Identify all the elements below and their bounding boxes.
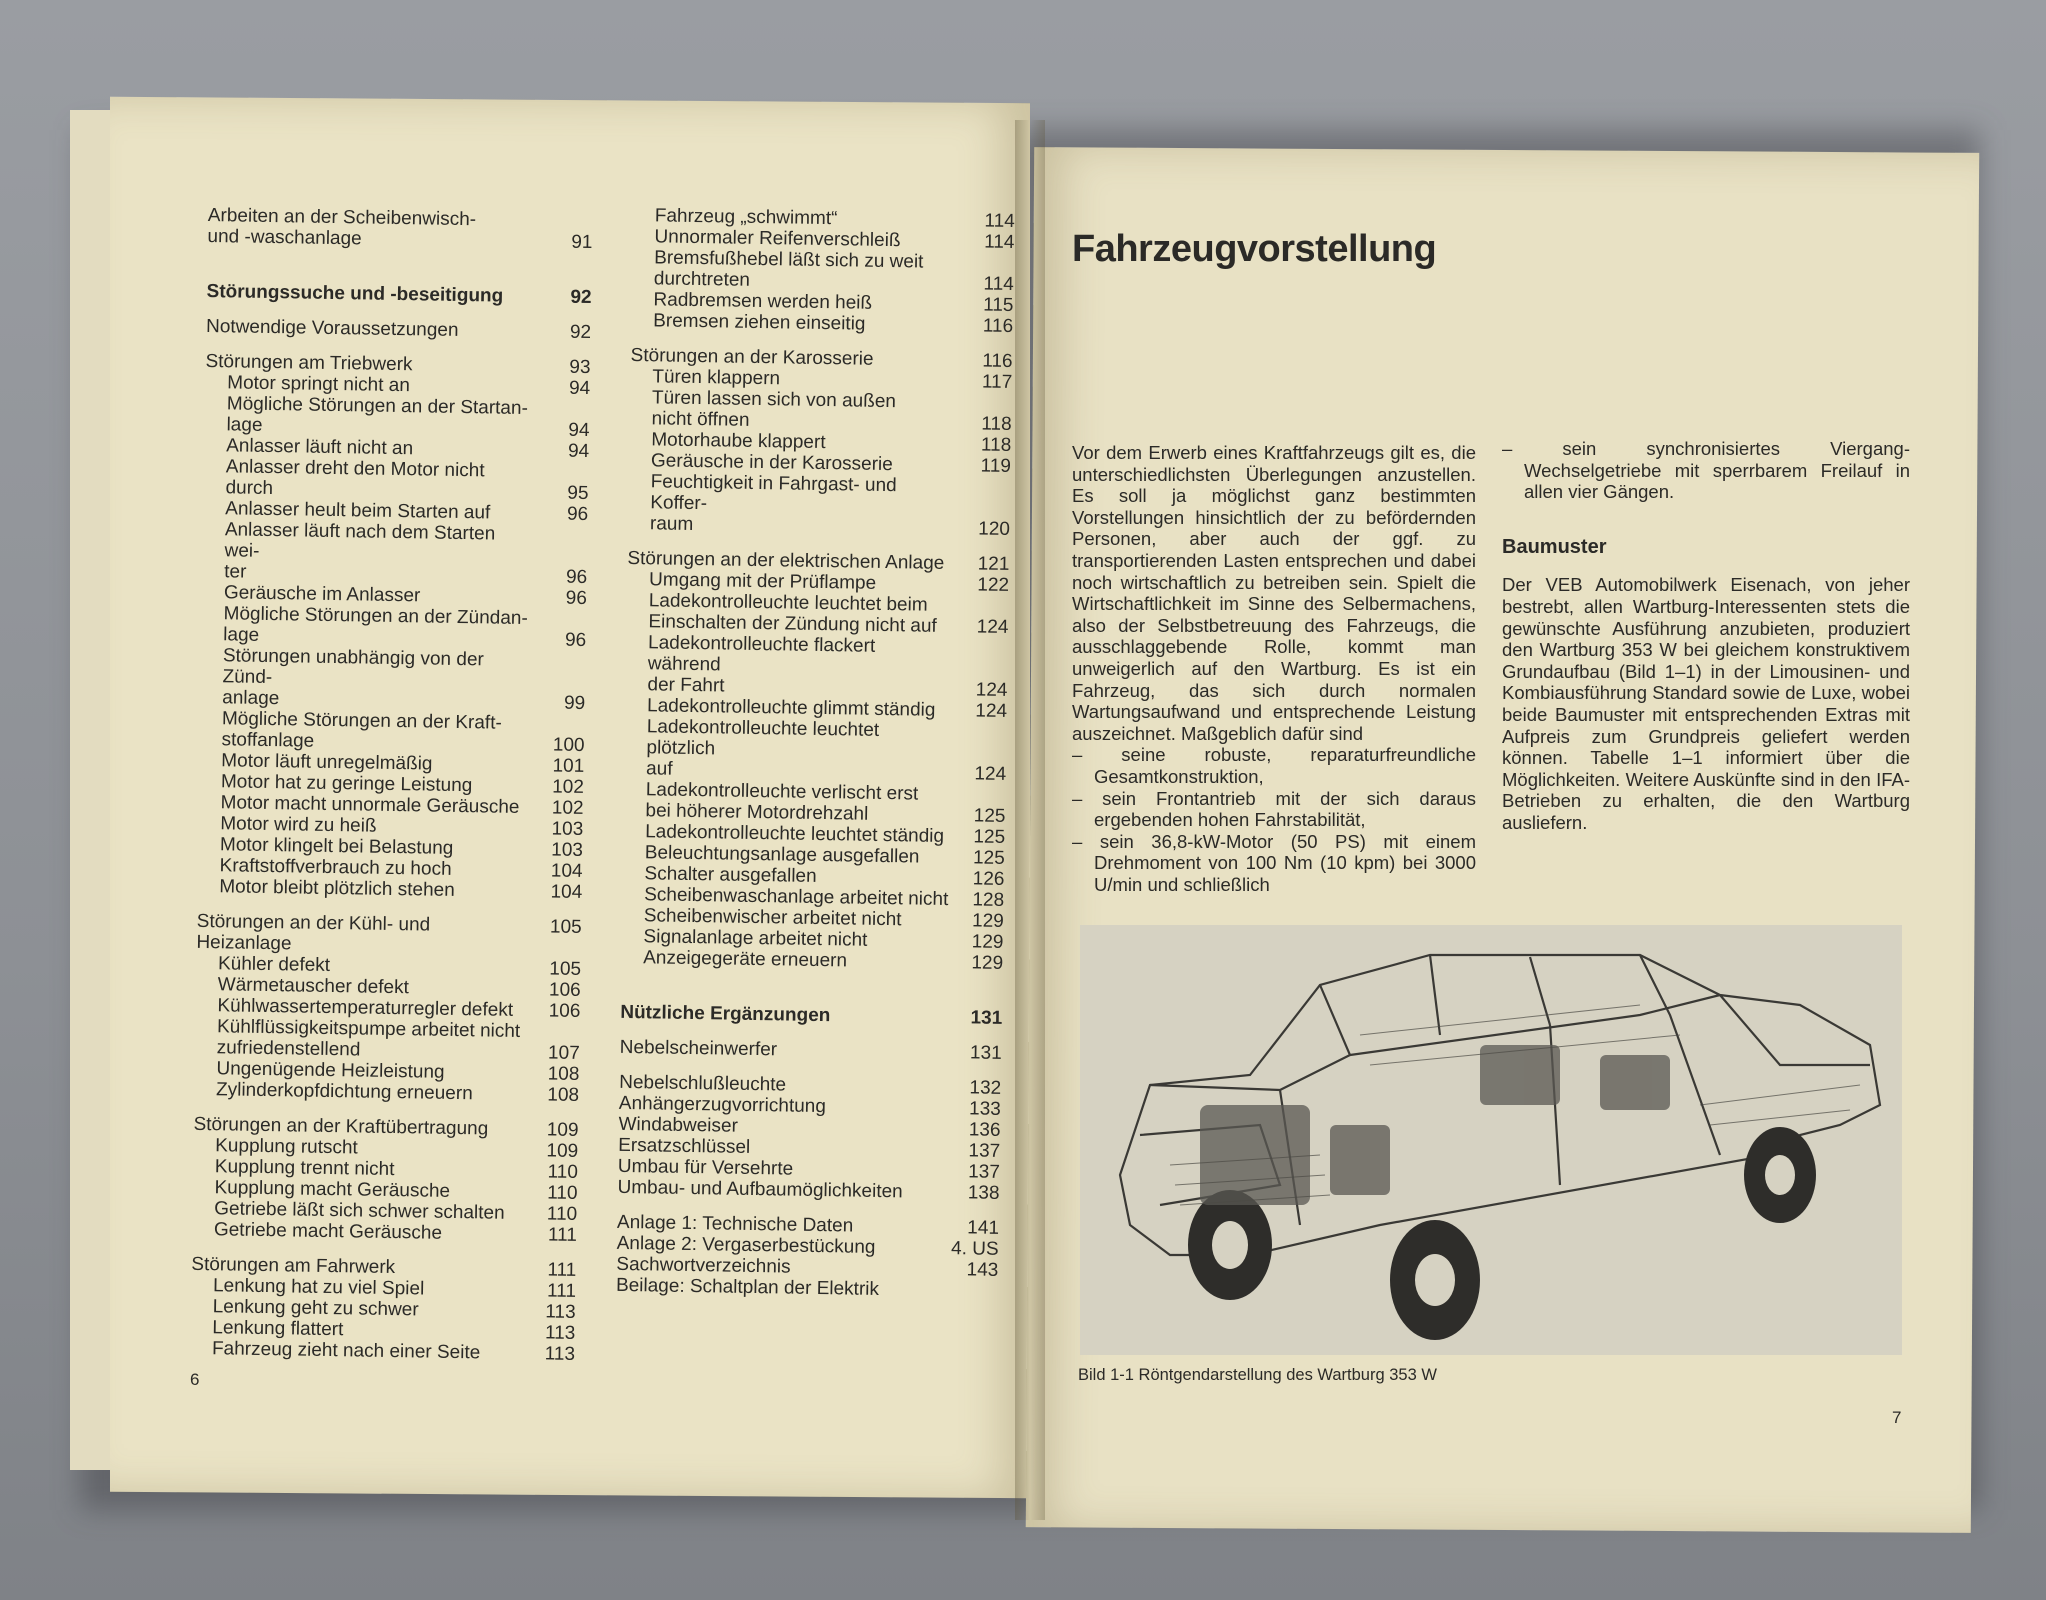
toc-entry-title: Störungen am Fahrwerk (191, 1253, 396, 1279)
toc-entry-page: 108 (547, 1084, 580, 1106)
toc-entry-title: Ladekontrolleuchte verlischt erst (645, 779, 919, 805)
toc-entry-title: Wärmetauscher defekt (217, 974, 410, 999)
toc-entry-page: 126 (972, 868, 1005, 890)
toc-entry-page: 106 (548, 1000, 581, 1022)
toc-entry-page: 96 (565, 587, 588, 609)
toc-entry-page: 92 (570, 286, 592, 309)
toc-entry-title: Störungen an der Karosserie (630, 344, 874, 370)
toc-entry-title: Ersatzschlüssel (618, 1134, 751, 1158)
toc-entry-page: 124 (975, 679, 1008, 701)
feature-item: – sein synchronisiertes Viergang-Wechselgetriebe mit sperrbarem Freilauf in allen vier Gängen. (1502, 438, 1910, 503)
toc-entry-title: Fahrzeug zieht nach einer Seite (211, 1338, 481, 1364)
toc-entry-title: Geräusche im Anlasser (223, 582, 421, 607)
toc-entry-page: 103 (551, 818, 584, 840)
toc-entry-page: 94 (568, 377, 591, 400)
toc-entry-title: Beilage: Schaltplan der Elektrik (615, 1274, 880, 1300)
toc-entry-page: 105 (549, 916, 582, 938)
feature-list-continued (1502, 438, 1910, 503)
intro-paragraph: Vor dem Erwerb eines Kraftfahrzeugs gilt es, die unterschiedlichsten Überlegungen anzustellen. Es soll ja möglichst ganz bestimmten Vorstellungen hinsichtlich der zu befördernden Personen, aber auch der ggf. zu transportierenden Lasten entsprechen und dabei noch wirtschaftlich zu betreiben sein. Spielt die Wirtschaftlichkeit im Sinne des Selbermachens, also der Selbstbetreuung des Fahrzeugs, die ausschlaggebende Rolle, kommt man unweigerlich auf den Wartburg. Es ist ein Fahrzeug, das sich durch normalen Wartungsaufwand und entsprechende Leistung auszeichnet. Maßgeblich dafür sind (1072, 442, 1476, 744)
toc-entry-title: Ladekontrolleuchte glimmt ständig (646, 695, 936, 721)
car-xray-illustration (1080, 925, 1902, 1355)
toc-entry-page: 125 (973, 826, 1006, 848)
toc-entry-title: Ladekontrolleuchte leuchtet ständig (644, 821, 945, 847)
section-subheading: Baumuster (1502, 535, 1607, 558)
toc-entry-page: 111 (547, 1224, 578, 1246)
toc-entry (196, 911, 582, 959)
toc-entry-title: Mögliche Störungen an der Kraft- (221, 708, 502, 734)
toc-entry-page: 96 (565, 566, 588, 589)
toc-entry-page: 129 (971, 910, 1004, 932)
toc-entry-page (534, 461, 589, 483)
toc-entry (628, 471, 1011, 519)
toc-entry-page: 94 (567, 440, 590, 463)
toc-entry-title: Sachwortverzeichnis (616, 1253, 791, 1278)
toc-entry-title: Kraftstoffverbrauch zu hoch (219, 855, 452, 880)
toc-entry-title: Beleuchtungsanlage ausgefallen (644, 842, 920, 868)
toc-entry-page: 125 (973, 805, 1006, 827)
toc-entry-page: 118 (981, 413, 1012, 435)
toc-entry-title: Bremsen ziehen einseitig (653, 310, 866, 335)
toc-entry-title: Anlasser dreht den Motor nicht (225, 456, 485, 482)
toc-entry-page: 124 (975, 700, 1008, 722)
toc-entry-title: Mögliche Störungen an der Startan- (226, 393, 529, 420)
page-heading: Fahrzeugvorstellung (1072, 228, 1437, 270)
toc-entry-title: Getriebe läßt sich schwer schalten (214, 1198, 505, 1224)
toc-entry-page: 128 (972, 889, 1005, 911)
toc-entry-page: 104 (550, 860, 583, 882)
toc-entry-title: Kühlwassertemperaturregler defekt (217, 995, 514, 1021)
toc-entry-title: Türen klappern (652, 366, 781, 390)
right-page-number: 7 (1892, 1408, 1902, 1427)
left-page-number: 6 (190, 1370, 200, 1389)
figure-caption: Bild 1-1 Röntgendarstellung des Wartburg 353 W (1078, 1366, 1437, 1384)
toc-entry-title: lage (223, 624, 260, 646)
toc-entry-page: 99 (563, 692, 586, 714)
toc-entry-page (525, 1021, 580, 1043)
toc-entry-title: lage (226, 414, 263, 436)
toc-entry-page: 96 (566, 503, 589, 526)
toc-entry-page: 124 (974, 763, 1007, 785)
toc-entry-title: auf (645, 758, 673, 780)
toc-entry-page: 141 (967, 1217, 1000, 1239)
toc-entry-page: 113 (544, 1322, 576, 1344)
toc-entry-page: 116 (982, 315, 1014, 337)
toc-entry-title: Motor bleibt plötzlich stehen (219, 876, 455, 901)
toc-entry-title: Türen lassen sich von außen (651, 387, 897, 413)
toc-entry-page: 129 (971, 931, 1004, 953)
toc-entry-page: 111 (546, 1280, 577, 1302)
toc-entry-page: 131 (969, 1042, 1002, 1064)
toc-entry-title: Scheibenwaschanlage arbeitet nicht (644, 884, 949, 911)
toc-entry-title: Anlasser heult beim Starten auf (225, 498, 491, 524)
feature-item: – sein Frontantrieb mit der sich daraus ergebenden hohen Fahrstabilität, (1072, 787, 1476, 831)
toc-entry (624, 716, 1007, 764)
toc-entry-page (538, 210, 593, 232)
toc-entry-title: Motor springt nicht an (227, 372, 411, 397)
toc-entry-page: 120 (978, 518, 1011, 540)
toc-entry-title: Störungen an der elektrischen Anlage (627, 547, 945, 574)
toc-entry-title: Störungen unabhängig von der Zünd- (222, 645, 484, 689)
toc-entry-page: 103 (551, 839, 584, 861)
toc-entry-title: Kupplung rutscht (215, 1135, 358, 1159)
toc-entry-title: Lenkung flattert (212, 1317, 344, 1341)
toc-entry-page: 106 (548, 979, 581, 1001)
baumuster-paragraph: Der VEB Automobilwerk Eisenach, von jeher bestrebt, allen Wartburg-Interessenten stets die gewünschte Ausführung anzubieten, produziert den Wartburg 353 W bei gleichem konstruktivem Grundaufbau (Bild 1–1) in der Limousinen- und Kombiausführung Standard sowie de Luxe, wobei beide Baumuster mit entsprechenden Extras mit Aufpreis zum Grundpreis geliefert werden können. Tabelle 1–1 informiert über die Möglichkeiten. Weitere Auskünfte sind in den IFA-Betrieben zu erhalten, die den Wartburg ausliefern. (1502, 574, 1910, 833)
toc-entry (202, 519, 588, 567)
toc-entry-page: 100 (552, 734, 585, 756)
toc-entry-title: Mögliche Störungen an der Zündan- (223, 603, 528, 630)
toc-entry-page (535, 398, 590, 420)
toc-entry-page: 125 (972, 847, 1005, 869)
toc-entry-title: Motor macht unnormale Geräusche (220, 792, 520, 818)
toc-entry-page: 116 (982, 350, 1013, 372)
toc-entry (200, 645, 586, 693)
toc-entry-page: 111 (547, 1259, 577, 1281)
toc-entry-title: Kupplung trennt nicht (214, 1156, 395, 1181)
text-column-left (1072, 442, 1476, 895)
feature-item: – seine robuste, reparaturfreundliche Gesamtkonstruktion, (1072, 744, 1476, 787)
toc-entry-title: und -waschanlage (207, 225, 362, 250)
car-cutaway-drawing (1080, 925, 1902, 1355)
toc-entry-page (532, 524, 588, 567)
toc-entry-title: Fahrzeug „schwimmt“ (654, 205, 838, 230)
toc-entry-page (959, 252, 1014, 274)
toc-column-1 (190, 205, 593, 1365)
toc-entry-title: Umbau für Versehrte (617, 1155, 794, 1180)
toc-entry-page (530, 713, 585, 735)
toc-entry-page: 110 (547, 1161, 579, 1183)
toc-entry-page: 94 (568, 419, 590, 442)
toc-entry-title: Lenkung geht zu schwer (212, 1296, 419, 1321)
toc-entry-page: 115 (983, 294, 1014, 316)
toc-entry-title: Anzeigegeräte erneuern (643, 947, 848, 972)
toc-entry-page: 109 (546, 1140, 579, 1162)
toc-entry-page (953, 637, 1009, 680)
toc-entry-title: Motorhaube klappert (651, 429, 826, 454)
toc-entry-title: Umbau- und Aufbaumöglichkeiten (617, 1176, 903, 1203)
feature-item: – sein 36,8-kW-Motor (50 PS) mit einem Drehmoment von 100 Nm (10 kpm) bei 3000 U/min und schließlich (1072, 830, 1476, 895)
toc-entry-title: Anlage 1: Technische Daten (616, 1211, 854, 1237)
toc-entry-page: 91 (571, 231, 593, 254)
toc-entry-page: 122 (977, 574, 1010, 596)
toc-entry-title: der Fahrt (647, 674, 725, 697)
toc-entry-title: Nebelscheinwerfer (619, 1036, 778, 1061)
toc-entry-page (530, 650, 586, 693)
toc-entry-title: Kupplung macht Geräusche (214, 1177, 451, 1202)
toc-entry-title: Anhängerzugvorrichtung (618, 1092, 827, 1118)
toc-entry-page: 138 (967, 1182, 1000, 1204)
toc-entry-page: 93 (569, 356, 591, 379)
toc-entry-page: 109 (546, 1119, 579, 1141)
toc-entry-page (951, 784, 1006, 806)
toc-entry-page: 133 (968, 1098, 1002, 1120)
toc-entry-page: 114 (983, 273, 1014, 295)
toc-entry-page: 129 (971, 952, 1004, 974)
toc-entry-title: Notwendige Voraussetzungen (205, 315, 459, 341)
toc-entry-title: durch (225, 477, 274, 500)
toc-entry-title: Lenkung hat zu viel Spiel (212, 1275, 425, 1300)
toc-entry-page (955, 476, 1011, 519)
toc-entry-page: 131 (970, 1007, 1003, 1029)
toc-entry-title: bei höherer Motordrehzahl (645, 800, 869, 825)
toc-entry-title: Unnormaler Reifenverschleiß (654, 226, 901, 252)
toc-entry-page: 121 (977, 553, 1010, 575)
toc-entry-page (531, 608, 586, 630)
toc-entry-page: 137 (967, 1161, 1001, 1183)
toc-entry-page: 108 (547, 1063, 580, 1085)
toc-entry-title: Schalter ausgefallen (644, 863, 817, 887)
toc-entry-page: 104 (550, 881, 583, 903)
toc-entry-title: Anlage 2: Vergaserbestückung (616, 1232, 876, 1258)
toc-entry-title: Bremsfußhebel läßt sich zu weit (654, 247, 924, 273)
toc-entry-title: durchtreten (653, 268, 751, 291)
toc-entry-title: Störungssuche und -beseitigung (206, 280, 504, 307)
toc-entry-page: 119 (980, 455, 1012, 477)
toc-entry-title: Motor klingelt bei Belastung (219, 834, 454, 859)
toc-entry-page: 95 (567, 482, 589, 505)
toc-entry-title: anlage (222, 687, 280, 710)
toc-entry-page: 132 (969, 1077, 1002, 1099)
toc-entry-title: Geräusche in der Karosserie (650, 450, 893, 476)
toc-entry-title: stoffanlage (221, 729, 315, 752)
toc-entry-title: Scheibenwischer arbeitet nicht (643, 905, 902, 931)
toc-entry-title: Getriebe macht Geräusche (213, 1219, 443, 1244)
toc-entry-title: Einschalten der Zündung nicht auf (648, 611, 937, 637)
toc-entry-title: Nebelschlußleuchte (619, 1071, 787, 1096)
toc-entry-title: Arbeiten an der Scheibenwisch- (207, 205, 477, 231)
toc-entry-page: 110 (547, 1182, 578, 1204)
toc-entry-title: raum (649, 513, 694, 535)
toc-entry-page (957, 392, 1012, 414)
toc-entry-title: Ladekontrolleuchte flackert während (647, 632, 876, 676)
toc-entry-page: 107 (547, 1042, 580, 1064)
toc-entry-title: ter (224, 561, 247, 583)
toc-entry-page (951, 721, 1007, 764)
toc-entry-page (943, 1280, 998, 1302)
toc-entry-page: 105 (549, 958, 582, 980)
toc-entry-title: Ladekontrolleuchte leuchtet beim (648, 590, 928, 616)
page-stack-edge (70, 110, 110, 1470)
toc-entry-page: 143 (966, 1259, 999, 1281)
toc-entry-page: 114 (984, 210, 1015, 232)
toc-entry-title: Kühler defekt (217, 953, 331, 977)
toc-entry-page: 101 (552, 755, 585, 777)
toc-entry-page: 92 (569, 321, 592, 344)
toc-entry-title: Motor wird zu heiß (220, 813, 377, 837)
toc-entry-page: 124 (976, 616, 1009, 638)
toc-entry-page: 113 (544, 1343, 576, 1365)
toc-entry-page: 102 (551, 797, 584, 819)
toc-entry-page: 110 (546, 1203, 578, 1225)
toc-entry-page: 114 (984, 231, 1015, 253)
toc-entry-title: Nützliche Ergänzungen (620, 1001, 831, 1027)
toc-entry-title: nicht öffnen (651, 408, 750, 431)
feature-list (1072, 744, 1476, 895)
toc-entry-title: Radbremsen werden heiß (653, 289, 873, 314)
toc-entry-title: Windabweiser (618, 1113, 739, 1137)
toc-entry-page: 136 (968, 1119, 1001, 1141)
toc-entry-title: Kühlflüssigkeitspumpe arbeitet nicht (216, 1016, 521, 1043)
text-column-right (1502, 438, 1910, 834)
toc-entry-page (954, 595, 1009, 617)
toc-entry-title: Ladekontrolleuchte leuchtet plötzlich (646, 716, 880, 760)
toc-entry-page: 117 (981, 371, 1013, 393)
toc-entry-title: Umgang mit der Prüflampe (648, 569, 877, 594)
toc-entry-page: 4. US (950, 1238, 999, 1260)
toc-entry-title: Störungen an der Kühl- und Heizanlage (196, 910, 431, 955)
toc-entry-title: Zylinderkopfdichtung erneuern (215, 1079, 473, 1105)
toc-entry-title: Ungenügende Heizleistung (216, 1058, 445, 1083)
toc-entry-title: Signalanlage arbeitet nicht (643, 926, 868, 951)
toc-entry-page: 96 (564, 629, 587, 651)
toc-entry (626, 632, 1009, 680)
toc-entry-title: Motor hat zu geringe Leistung (220, 771, 473, 797)
toc-entry-title: Feuchtigkeit in Fahrgast- und Koffer- (650, 471, 897, 515)
toc-entry-page: 102 (552, 776, 585, 798)
toc-entry-page: 137 (968, 1140, 1001, 1162)
toc-entry-title: Störungen an der Kraftübertragung (193, 1113, 489, 1140)
toc-entry-title: Anlasser läuft nicht an (226, 435, 414, 460)
toc-entry-page: 113 (545, 1301, 576, 1323)
book-gutter (1015, 120, 1045, 1520)
toc-entry-title: Motor läuft unregelmäßig (221, 750, 433, 775)
toc-entry-title: Störungen am Triebwerk (205, 350, 413, 376)
toc-entry-page: 118 (980, 434, 1012, 456)
toc-entry-title: zufriedenstellend (216, 1037, 361, 1061)
toc-entry-title: Anlasser läuft nach dem Starten wei- (224, 519, 496, 562)
toc-column-2 (616, 205, 1015, 1302)
